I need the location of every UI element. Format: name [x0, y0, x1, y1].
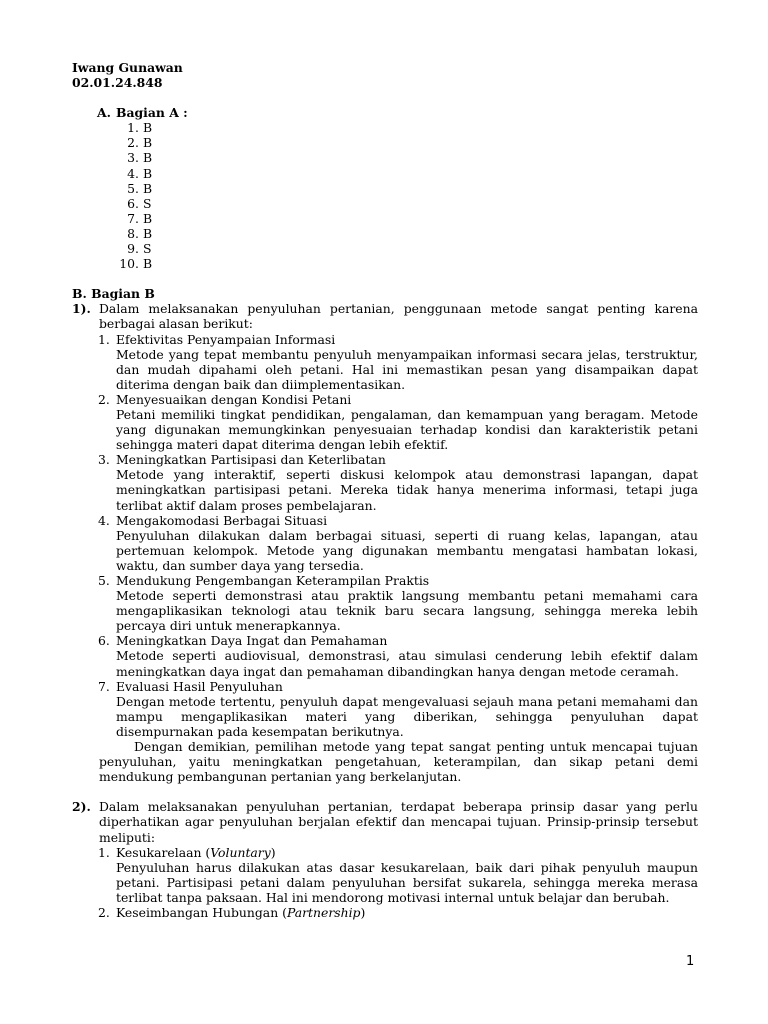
principle-title-post: ) — [360, 904, 366, 920]
answer-value: B — [143, 120, 153, 136]
answer-item — [117, 241, 698, 256]
reason-number: 6. — [98, 633, 110, 649]
answer-value: B — [143, 150, 153, 166]
reason-title: Meningkatkan Daya Ingat dan Pemahaman — [116, 633, 388, 649]
answer-value: B — [143, 180, 153, 196]
question-2-text: Dalam melaksanakan penyuluhan pertanian, terdapat beberapa prinsip dasar yang perlu diperhatikan agar penyuluhan berjalan efektif dan mencapai tujuan. Prinsip-prinsip tersebut meliputi: — [99, 799, 698, 845]
principle-title-pre: Keseimbangan Hubungan ( — [116, 904, 287, 920]
reason-description: Metode seperti audiovisual, demonstrasi, atau simulasi cenderung lebih efektif dalam meningkatkan daya ingat dan pemahaman dibandingkan hanya dengan metode ceramah. — [116, 648, 698, 679]
answer-item — [117, 166, 698, 181]
answer-number: 5. — [127, 180, 139, 196]
reason-item — [72, 633, 698, 678]
principle-number: 2. — [98, 904, 110, 920]
answer-number: 6. — [127, 195, 139, 211]
reason-title: Mengakomodasi Berbagai Situasi — [116, 512, 328, 528]
reason-list — [72, 332, 698, 740]
reason-item — [72, 332, 698, 392]
answer-number: 2. — [127, 135, 139, 151]
reason-description: Penyuluhan dilakukan dalam berbagai situasi, seperti di ruang kelas, lapangan, atau pertemuan kelompok. Metode yang digunakan membantu mengatasi hambatan lokasi, waktu, dan sumber daya yang tersedia. — [116, 527, 698, 573]
principle-item — [72, 845, 698, 905]
answer-value: B — [143, 135, 153, 151]
question-2-number: 2). — [72, 799, 91, 815]
answer-value: B — [143, 256, 153, 272]
answer-number: 10. — [119, 256, 139, 272]
reason-description: Dengan metode tertentu, penyuluh dapat mengevaluasi sejauh mana petani memahami dan mampu mengaplikasikan materi yang diberikan, sehingga penyuluhan dapat disempurnakan pada kesempatan berikutnya. — [116, 693, 698, 739]
author-name: Iwang Gunawan — [72, 60, 183, 75]
answer-item — [117, 150, 698, 165]
reason-description: Metode seperti demonstrasi atau praktik langsung membantu petani memahami cara mengaplikasikan teknologi atau teknik baru secara langsung, sehingga mereka lebih percaya diri untuk menerapkannya. — [116, 588, 698, 634]
reason-title: Mendukung Pengembangan Keterampilan Praktis — [116, 573, 430, 588]
answer-value: S — [143, 241, 152, 257]
question-2 — [72, 799, 698, 920]
answer-number: 1. — [127, 120, 139, 136]
document-body — [72, 60, 698, 920]
answer-value: B — [143, 210, 153, 226]
page-number: 1 — [686, 954, 695, 969]
section-a-title — [97, 105, 698, 120]
section-a-heading: Bagian A : — [116, 105, 188, 121]
author-header — [72, 60, 698, 90]
reason-title: Menyesuaikan dengan Kondisi Petani — [116, 391, 352, 407]
section-b-title: B. Bagian B — [72, 286, 155, 302]
answer-number: 9. — [127, 241, 139, 257]
reason-item — [72, 573, 698, 633]
reason-number: 1. — [98, 331, 110, 347]
answer-item — [117, 196, 698, 211]
answer-item — [117, 256, 698, 271]
question-1-number: 1). — [72, 301, 91, 317]
answer-list — [97, 120, 698, 271]
question-1-intro — [72, 301, 698, 331]
student-id: 02.01.24.848 — [72, 75, 163, 91]
answer-item — [117, 181, 698, 196]
question-1 — [72, 301, 698, 784]
answer-item — [117, 211, 698, 226]
reason-description: Metode yang interaktif, seperti diskusi kelompok atau demonstrasi lapangan, dapat meningkatkan partisipasi petani. Mereka tidak hanya menerima informasi, tetapi juga terlibat aktif dalam proses pembelajaran. — [116, 467, 698, 513]
answer-item — [117, 226, 698, 241]
principle-list — [72, 845, 698, 920]
principle-title-pre: Kesukarelaan ( — [116, 844, 211, 860]
answer-value: S — [143, 195, 152, 211]
principle-number: 1. — [98, 844, 110, 860]
answer-value: B — [143, 225, 153, 241]
reason-number: 2. — [98, 391, 110, 407]
reason-title: Meningkatkan Partisipasi dan Keterlibatan — [116, 452, 386, 468]
question-1-conclusion: Dengan demikian, pemilihan metode yang tepat sangat penting untuk mencapai tujuan penyuluhan, yaitu meningkatkan pengetahuan, keterampilan, dan sikap petani demi mendukung pembangunan pertanian yang berkelanjutan. — [99, 739, 698, 785]
reason-item — [72, 679, 698, 739]
section-b — [72, 286, 698, 920]
principle-title — [116, 845, 698, 860]
question-2-intro — [72, 799, 698, 844]
section-a — [97, 105, 698, 271]
answer-item — [117, 120, 698, 135]
principle-description: Penyuluhan harus dilakukan atas dasar kesukarelaan, baik dari pihak penyuluh maupun petani. Partisipasi petani dalam penyuluhan bersifat sukarela, sehingga mereka merasa terlibat tanpa paksaan. Hal ini mendorong motivasi internal untuk belajar dan berubah. — [116, 859, 698, 905]
answer-number: 8. — [127, 225, 139, 241]
reason-item — [72, 513, 698, 573]
reason-item — [72, 452, 698, 512]
answer-value: B — [143, 165, 153, 181]
section-a-label: A. — [97, 105, 111, 121]
principle-item — [72, 905, 698, 920]
reason-description: Metode yang tepat membantu penyuluh menyampaikan informasi secara jelas, terstruktur, dan mudah dipahami oleh petani. Hal ini memastikan pesan yang disampaikan dapat diterima dengan baik dan diimplementasikan. — [116, 346, 698, 392]
reason-item — [72, 392, 698, 452]
answer-number: 7. — [127, 210, 139, 226]
principle-title-term: Voluntary — [210, 844, 271, 860]
reason-number: 5. — [98, 573, 110, 588]
reason-number: 3. — [98, 452, 110, 468]
reason-number: 7. — [98, 678, 110, 694]
reason-title: Evaluasi Hasil Penyuluhan — [116, 678, 283, 694]
question-1-text: Dalam melaksanakan penyuluhan pertanian, penggunaan metode sangat penting karena berbagai alasan berikut: — [99, 301, 698, 332]
answer-number: 4. — [127, 165, 139, 181]
answer-number: 3. — [127, 150, 139, 166]
answer-item — [117, 135, 698, 150]
reason-number: 4. — [98, 512, 110, 528]
reason-description: Petani memiliki tingkat pendidikan, pengalaman, dan kemampuan yang beragam. Metode yang digunakan memungkinkan penyesuaian terhadap kondisi dan karakteristik petani sehingga materi dapat diterima dengan lebih efektif. — [116, 406, 698, 453]
principle-title-term: Partnership — [286, 904, 361, 920]
principle-title-post: ) — [270, 844, 276, 860]
principle-title — [116, 905, 698, 920]
reason-title: Efektivitas Penyampaian Informasi — [116, 331, 336, 347]
